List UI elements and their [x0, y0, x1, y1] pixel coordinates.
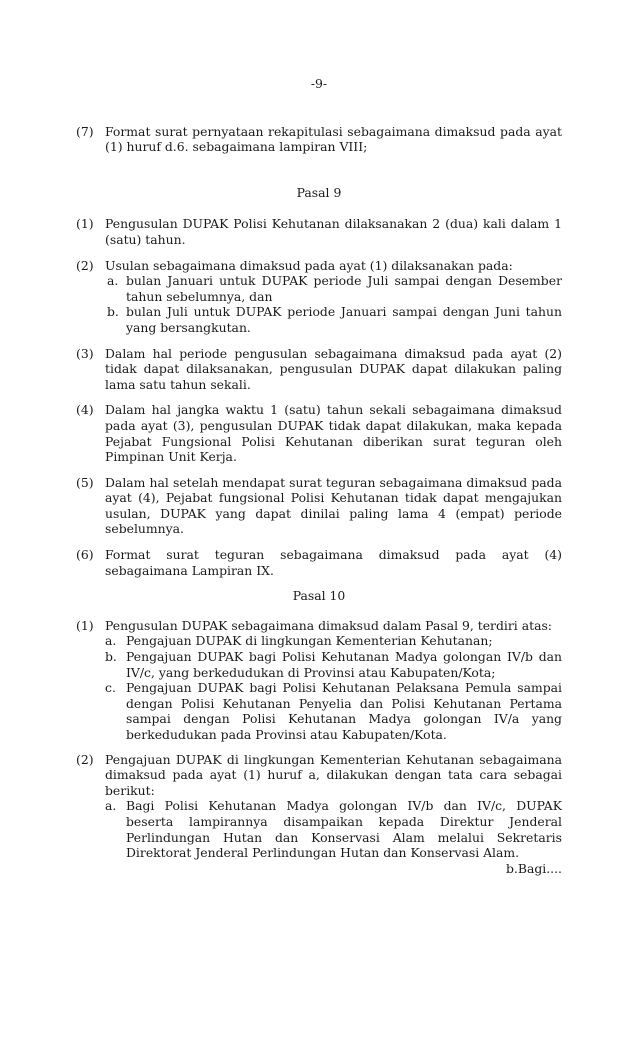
paragraph-text: Format surat pernyataan rekapitulasi sebagaimana dimaksud pada ayat (1) huruf d.6. sebagaimana lampiran VIII;: [105, 123, 562, 155]
list-letter: a.: [105, 798, 117, 814]
list-text: bulan Juli untuk DUPAK periode Januari sampai dengan Juni tahun yang bersangkutan.: [126, 304, 562, 335]
list-letter: a.: [105, 633, 117, 649]
paragraph-text: Pengajuan DUPAK di lingkungan Kementerian Kehutanan sebagaimana dimaksud pada ayat (1) huruf a, dilakukan dengan tata cara sebagai berikut:: [105, 751, 562, 798]
paragraph-number: (3): [76, 345, 94, 361]
list-item: [105, 633, 562, 649]
paragraph-text: Dalam hal setelah mendapat surat teguran sebagaimana dimaksud pada ayat (4), Pejabat fungsional Polisi Kehutanan tidak dapat mengajukan usulan, DUPAK yang dapat dinilai paling lama 4 (empat) periode sebelumnya.: [105, 474, 562, 537]
paragraph-body: [105, 752, 562, 861]
pasal-9-paragraph-3: [76, 346, 562, 393]
pasal-9-paragraph-1: [76, 216, 562, 247]
list-text: Pengajuan DUPAK bagi Polisi Kehutanan Madya golongan IV/b dan IV/c, yang berkedudukan di Provinsi atau Kabupaten/Kota;: [126, 649, 562, 680]
paragraph-text: Usulan sebagaimana dimaksud pada ayat (1) dilaksanakan pada:: [105, 257, 513, 273]
list-text: bulan Januari untuk DUPAK periode Juli sampai dengan Desember tahun sebelumnya, dan: [126, 273, 562, 304]
list-letter: a.: [107, 273, 119, 289]
pasal-9-paragraph-6: [76, 547, 562, 578]
pasal-9-paragraph-4: [76, 402, 562, 464]
paragraph-body: [105, 258, 562, 336]
pasal-9-paragraph-5: [76, 475, 562, 537]
paragraph-text: Pengusulan DUPAK Polisi Kehutanan dilaksanakan 2 (dua) kali dalam 1 (satu) tahun.: [105, 216, 562, 247]
list-item: [105, 649, 562, 680]
paragraph-number: (5): [76, 474, 94, 490]
pasal-10-heading: Pasal 10: [292, 588, 346, 604]
pasal-10-paragraph-2: [76, 752, 562, 861]
list-letter: b.: [105, 649, 117, 665]
paragraph-number: (6): [76, 547, 94, 563]
paragraph-7: [76, 124, 562, 155]
paragraph-body: [105, 618, 562, 743]
paragraph-number: (4): [76, 402, 94, 418]
list-letter: c.: [105, 680, 116, 696]
paragraph-number: (1): [76, 216, 94, 232]
list-letter: b.: [107, 304, 119, 320]
list-item: [105, 680, 562, 742]
paragraph-number: (1): [76, 617, 94, 633]
pasal-9-paragraph-2: [76, 258, 562, 336]
paragraph-text: Dalam hal periode pengusulan sebagaimana dimaksud pada ayat (2) tidak dapat dilaksanakan, pengusulan DUPAK dapat dilakukan paling lama satu tahun sekali.: [105, 345, 562, 392]
page-number: -9-: [310, 76, 328, 91]
paragraph-number: (2): [76, 751, 94, 767]
paragraph-number: (7): [76, 123, 94, 139]
list-text: Pengajuan DUPAK di lingkungan Kementerian Kehutanan;: [126, 633, 493, 649]
list-item: [105, 798, 562, 860]
paragraph-text: Pengusulan DUPAK sebagaimana dimaksud dalam Pasal 9, terdiri atas:: [105, 617, 552, 633]
pasal-9-heading: Pasal 9: [296, 184, 342, 200]
paragraph-text: Dalam hal jangka waktu 1 (satu) tahun sekali sebagaimana dimaksud pada ayat (3), pengusulan DUPAK tidak dapat dilakukan, maka kepada Pejabat Fungsional Polisi Kehutanan diberikan surat teguran oleh Pimpinan Unit Kerja.: [105, 402, 562, 465]
list-item: [105, 304, 562, 335]
list-text: Bagi Polisi Kehutanan Madya golongan IV/b dan IV/c, DUPAK beserta lampirannya disampaikan kepada Direktur Jenderal Perlindungan Hutan dan Konservasi Alam melalui Sekretaris Direktorat Jenderal Perlindungan Hutan dan Konservasi Alam.: [126, 798, 562, 861]
paragraph-text: Format surat teguran sebagaimana dimaksud pada ayat (4) sebagaimana Lampiran IX.: [105, 547, 562, 578]
pasal-10-paragraph-1: [76, 618, 562, 743]
continuation-marker: b.Bagi....: [505, 860, 562, 876]
list-text: Pengajuan DUPAK bagi Polisi Kehutanan Pelaksana Pemula sampai dengan Polisi Kehutanan Penyelia dan Polisi Kehutanan Pertama sampai dengan Polisi Kehutanan Madya golongan IV/a yang berkedudukan pada Provinsi atau Kabupaten/Kota.: [126, 680, 562, 742]
paragraph-number: (2): [76, 257, 94, 273]
list-item: [105, 273, 562, 304]
